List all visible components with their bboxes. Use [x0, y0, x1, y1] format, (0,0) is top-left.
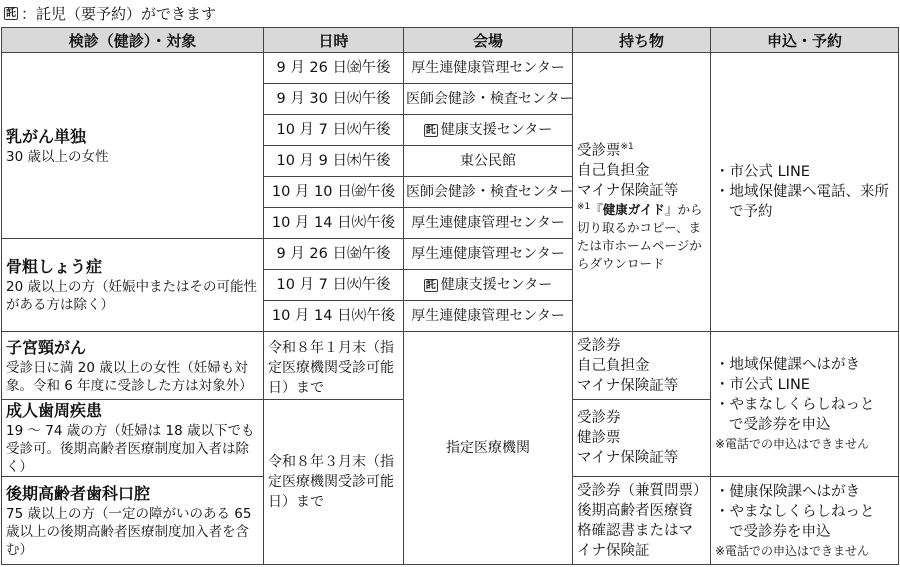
exam-cell-periodontal	[2, 400, 264, 477]
apply-line: ・地域保健課へ電話、来所	[715, 184, 889, 200]
items-cell-group1	[573, 53, 711, 332]
exam-name: 骨粗しょう症	[6, 257, 103, 276]
venue-cell: 託 健康支援センター	[404, 115, 573, 146]
exam-name: 後期高齢者歯科口腔	[6, 483, 151, 503]
exam-cell-elderly	[2, 477, 264, 565]
childcare-legend	[4, 2, 216, 26]
item-line: 受診票$^{※1}$	[577, 142, 634, 159]
table-row	[2, 53, 899, 84]
exam-target: 20 歳以上の方（妊娠中またはその可能性がある方は除く）	[6, 279, 257, 313]
apply-note: ※電話での申込はできません	[715, 543, 870, 558]
childcare-icon: 託	[6, 7, 16, 19]
date-cell: 10 月 7 日㈫午後	[264, 270, 404, 301]
childcare-legend-text: ：託児（要予約）ができます	[21, 5, 217, 23]
exam-target: 19 ～ 74 歳の方（妊婦は 18 歳以下でも受診可。後期高齢者医療制度加入者は除く）	[6, 423, 255, 475]
item-line: マイナ保険証等	[577, 183, 679, 199]
items-cell-periodontal: 受診券 健診票 マイナ保険証等	[573, 400, 711, 477]
exam-cell-cervical	[2, 332, 264, 400]
items-cell-cervical: 受診券 自己負担金 マイナ保険証等	[573, 332, 711, 400]
item-line: 自己負担金	[577, 163, 650, 179]
header-venue: 会場	[404, 28, 573, 53]
venue-cell: 厚生連健康管理センター	[404, 239, 573, 270]
date-cell: 令和８年１月末（指定医療機関受診可能日）まで	[264, 332, 404, 400]
exam-cell-bone	[2, 239, 264, 332]
apply-cell-group2: ・地域保健課へはがき ・市公式 LINE ・やまなしくらしねっと で受診券を申込 ※電話での申込はできません	[711, 332, 899, 477]
venue-cell: 厚生連健康管理センター	[404, 208, 573, 239]
header-items: 持ち物	[573, 28, 711, 53]
date-cell: 9 月 30 日㈫午後	[264, 84, 404, 115]
header-exam: 検診（健診）・対象	[2, 28, 264, 53]
header-apply: 申込・予約	[711, 28, 899, 53]
venue-cell: 医師会健診・検査センター	[404, 84, 573, 115]
exam-name: 成人歯周疾患	[6, 401, 103, 420]
footnote-text: $^{※1}$『健康ガイド』から切り取るかコピー、または市ホームページからダウンロード	[577, 201, 703, 271]
date-cell: 10 月 14 日㈫午後	[264, 208, 404, 239]
venue-cell: 厚生連健康管理センター	[404, 301, 573, 332]
exam-target: 受診日に満 20 歳以上の女性（妊婦も対象。令和 6 年度に受診した方は対象外）	[6, 359, 253, 394]
childcare-icon: 託	[425, 125, 436, 136]
venue-cell	[404, 53, 573, 84]
date-cell: 10 月 14 日㈫午後	[264, 301, 404, 332]
date-cell: 10 月 7 日㈫午後	[264, 115, 404, 146]
date-cell: 9 月 26 日㈮午後	[264, 53, 404, 84]
exam-cell-breast	[2, 53, 264, 239]
venue-cell-group2: 指定医療機関	[404, 332, 573, 565]
venue-cell: 東公民館	[404, 146, 573, 177]
apply-line: ・市公式 LINE	[715, 164, 810, 180]
header-row	[2, 28, 899, 53]
date-cell: 10 月 9 日㈭午後	[264, 146, 404, 177]
apply-line: で予約	[729, 204, 773, 220]
checkup-schedule-table	[1, 27, 899, 565]
exam-name: 子宮頸がん	[6, 337, 87, 357]
venue-cell: 医師会健診・検査センター	[404, 177, 573, 208]
venue-cell: 託 健康支援センター	[404, 270, 573, 301]
apply-cell-group1	[711, 53, 899, 332]
apply-cell-group3: ・健康保険課へはがき ・やまなしくらしねっと で受診券を申込 ※電話での申込はできません	[711, 477, 899, 565]
apply-note: ※電話での申込はできません	[715, 437, 870, 451]
table-row	[2, 332, 899, 400]
childcare-icon: 託	[425, 280, 436, 291]
date-cell: 9 月 26 日㈮午後	[264, 239, 404, 270]
exam-name: 乳がん単独	[6, 126, 87, 146]
date-cell-group2: 令和８年３月末（指定医療機関受診可能日）まで	[264, 400, 404, 565]
date-cell: 10 月 10 日㈮午後	[264, 177, 404, 208]
exam-target: 75 歳以上の方（一定の障がいのある 65 歳以上の後期高齢者医療制度加入者を含む）	[6, 505, 252, 558]
header-date: 日時	[264, 28, 404, 53]
exam-target: 30 歳以上の女性	[6, 148, 109, 165]
items-cell-elderly: 受診券（兼質問票） 後期高齢者医療資格確認書またはマイナ保険証	[573, 477, 711, 565]
venue-name: 厚生連健康管理センター	[411, 60, 565, 76]
footnote-mark: ※1	[620, 142, 634, 153]
